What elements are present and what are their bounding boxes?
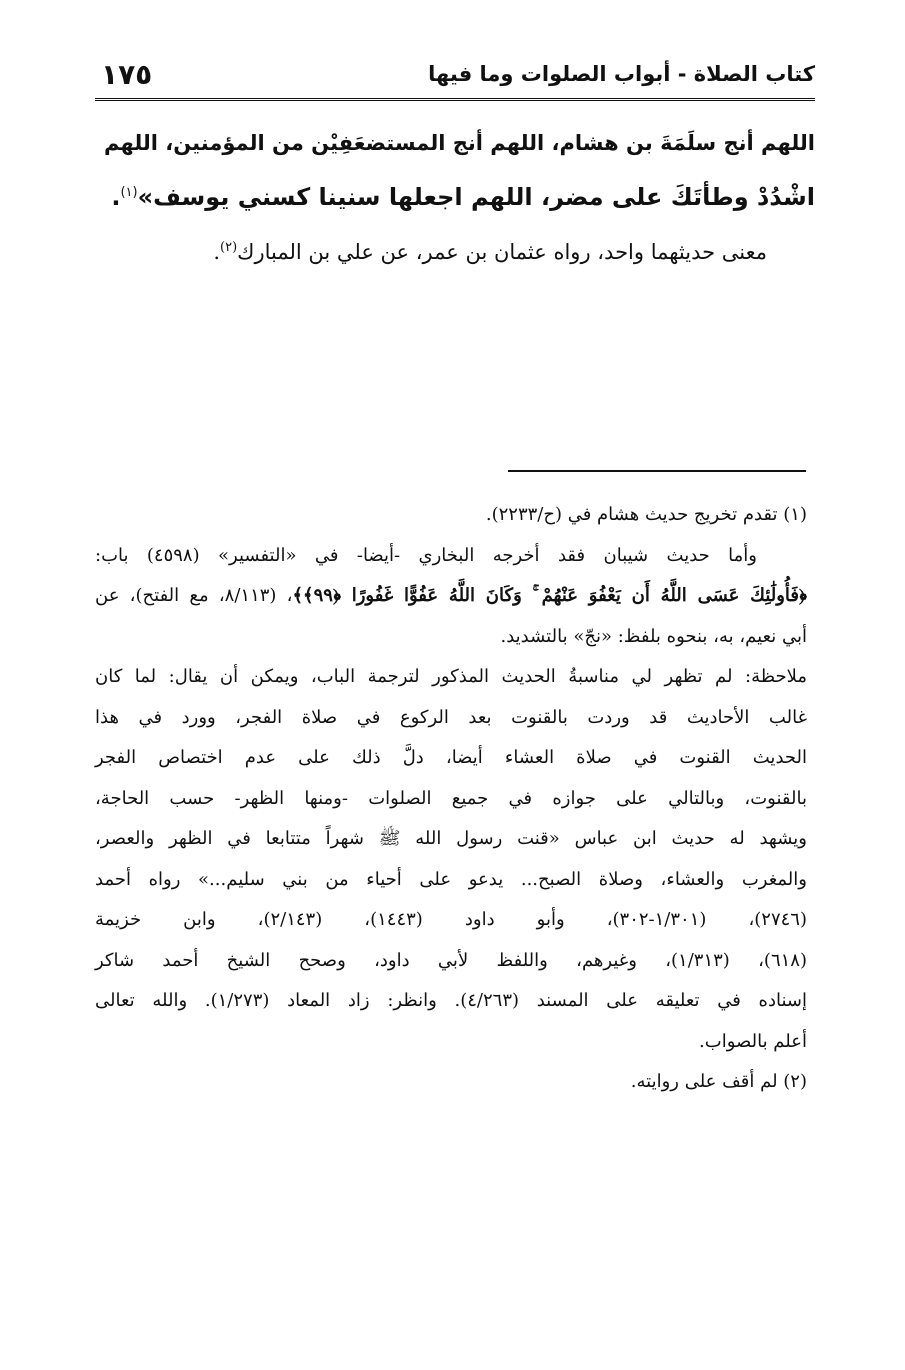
footnote-2: (٢) لم أقف على روايته. (630, 1071, 807, 1092)
note-line: والمغرب والعشاء، وصلاة الصبح... يدعو على أحياء من بني سليم...» رواه أحمد (95, 868, 807, 890)
commentary-line: معنى حديثهما واحد، رواه عثمان بن عمر، عن علي بن المبارك$^{(٢)}$. (213, 240, 767, 264)
footnote-1-line: أبي نعيم، به، بنحوه بلفظ: «نجّ» بالتشديد. (500, 625, 807, 647)
note-line: غالب الأحاديث قد وردت بالقنوت بعد الركوع في صلاة الفجر، وورد في هذا (95, 706, 807, 728)
footnote-1-line: وأما حديث شيبان فقد أخرجه البخاري -أيضا- في «التفسير» (٤٥٩٨) باب: (95, 544, 757, 566)
footnote-ref-2[interactable]: (٢) (220, 240, 238, 255)
chapter-title: كتاب الصلاة - أبواب الصلوات وما فيها (428, 62, 815, 86)
note-line: الحديث القنوت في صلاة العشاء أيضا، دلَّ ذلك على عدم اختصاص الفجر (95, 747, 807, 768)
note-line: أعلم بالصواب. (699, 1030, 807, 1052)
hadith-line-1: اللهم أنج سلَمَةَ بن هشام، اللهم أنج المستضعَفِيْن من المؤمنين، اللهم (104, 131, 815, 155)
footnote-separator (508, 470, 806, 472)
page-number: ١٧٥ (101, 58, 153, 91)
note-line: إسناده في تعليقه على المسند (٤/٢٦٣). وانظر: زاد المعاد (١/٢٧٣). والله تعالى (95, 990, 808, 1011)
footnotes (95, 495, 807, 1103)
footnote-1-line: (١) تقدم تخريج حديث هشام في (ح/٢٢٣٣). (485, 504, 807, 525)
note-line: (٢٧٤٦)، (١/٣٠١-٣٠٢)، وأبو داود (١٤٤٣)، (٢/١٤٣)، وابن خزيمة (95, 909, 807, 930)
main-text (95, 118, 815, 278)
note-line: بالقنوت، وبالتالي على جوازه في جميع الصلوات -ومنها الظهر- حسب الحاجة، (95, 787, 807, 809)
note-line: ويشهد له حديث ابن عباس «قنت رسول الله ﷺ شهراً متتابعا في الظهر والعصر، (95, 828, 807, 849)
note-line: ملاحظة: لم تظهر لي مناسبةُ الحديث المذكور لترجمة الباب، ويمكن أن يقال: لما كان (95, 666, 807, 687)
footnote-ref-1[interactable]: (١) (120, 185, 138, 200)
hadith-line-2: اشْدُدْ وطأتَكَ على مضر، اللهم اجعلها سنينا كسني يوسف»$^{(١)}$. (111, 183, 815, 211)
footnote-1-line: ﴿فَأُولَٰئِكَ عَسَى اللَّهُ أَن يَعْفُوَ عَنْهُمْ ۚ وَكَانَ اللَّهُ عَفُوًّا غَفُورًا ﴿٩٩﴾﴾، (٨/١١٣، مع الفتح)، عن (95, 585, 807, 606)
note-line: (٦١٨)، (١/٣١٣)، وغيرهم، واللفظ لأبي داود، وصحح الشيخ أحمد شاكر (95, 949, 808, 971)
running-header (95, 58, 815, 101)
quran-verse: ﴿فَأُولَٰئِكَ عَسَى اللَّهُ أَن يَعْفُوَ عَنْهُمْ ۚ وَكَانَ اللَّهُ عَفُوًّا غَفُورًا ﴿٩٩﴾﴾ (292, 585, 807, 606)
